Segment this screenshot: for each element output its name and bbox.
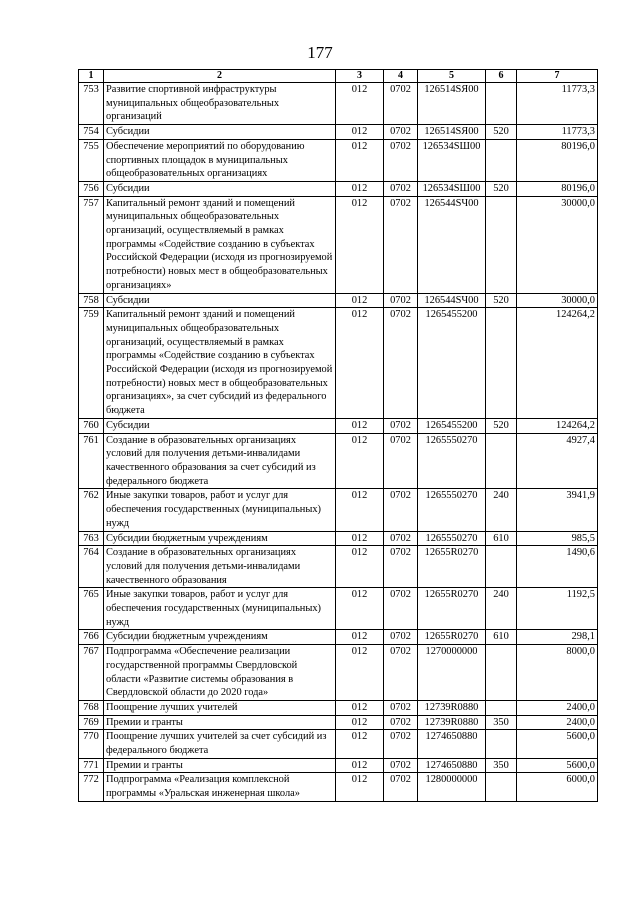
expense-type-code (486, 83, 517, 125)
row-number: 757 (79, 196, 104, 293)
row-number: 772 (79, 773, 104, 801)
table-row (79, 588, 598, 630)
expense-type-code: 520 (486, 418, 517, 433)
ministry-code: 012 (336, 531, 384, 546)
ministry-code: 012 (336, 489, 384, 531)
expense-type-code (486, 196, 517, 293)
table-row (79, 715, 598, 730)
expense-type-code (486, 546, 517, 588)
row-amount: 985,5 (517, 531, 598, 546)
row-amount: 4927,4 (517, 433, 598, 489)
section-code: 0702 (384, 83, 418, 125)
section-code: 0702 (384, 700, 418, 715)
ministry-code: 012 (336, 308, 384, 419)
row-amount: 30000,0 (517, 196, 598, 293)
expense-type-code: 610 (486, 531, 517, 546)
section-code: 0702 (384, 531, 418, 546)
section-code: 0702 (384, 489, 418, 531)
expense-type-code: 240 (486, 588, 517, 630)
row-amount: 3941,9 (517, 489, 598, 531)
row-description: Капитальный ремонт зданий и помещений муниципальных общеобразовательных организаций, осуществляемый в рамках программы «Содействие созданию в субъектах Российской Федерации (исходя из прогнозируемой потребности) новых мест в общеобразовательных организациях», за счет субсидий из федерального бюджета (104, 308, 336, 419)
table-row (79, 293, 598, 308)
section-code: 0702 (384, 773, 418, 801)
column-header: 4 (384, 70, 418, 83)
row-amount: 2400,0 (517, 700, 598, 715)
row-description: Обеспечение мероприятий по оборудованию спортивных площадок в муниципальных общеобразовательных организациях (104, 139, 336, 181)
ministry-code: 012 (336, 715, 384, 730)
table-row (79, 645, 598, 701)
target-article-code: 1274650880 (418, 730, 486, 758)
target-article-code: 1265455200 (418, 418, 486, 433)
expense-type-code: 520 (486, 125, 517, 140)
row-amount: 80196,0 (517, 181, 598, 196)
target-article-code: 12739R0880 (418, 700, 486, 715)
row-amount: 124264,2 (517, 308, 598, 419)
row-description: Иные закупки товаров, работ и услуг для обеспечения государственных (муниципальных) нужд (104, 489, 336, 531)
target-article-code: 126544SЧ00 (418, 293, 486, 308)
row-number: 770 (79, 730, 104, 758)
ministry-code: 012 (336, 433, 384, 489)
ministry-code: 012 (336, 700, 384, 715)
section-code: 0702 (384, 139, 418, 181)
expense-type-code: 350 (486, 715, 517, 730)
row-description: Поощрение лучших учителей за счет субсидий из федерального бюджета (104, 730, 336, 758)
table-row (79, 489, 598, 531)
section-code: 0702 (384, 293, 418, 308)
row-number: 759 (79, 308, 104, 419)
target-article-code: 1270000000 (418, 645, 486, 701)
expense-type-code: 350 (486, 758, 517, 773)
ministry-code: 012 (336, 758, 384, 773)
row-number: 771 (79, 758, 104, 773)
row-amount: 8000,0 (517, 645, 598, 701)
row-number: 760 (79, 418, 104, 433)
row-amount: 30000,0 (517, 293, 598, 308)
ministry-code: 012 (336, 773, 384, 801)
ministry-code: 012 (336, 630, 384, 645)
row-amount: 80196,0 (517, 139, 598, 181)
row-number: 769 (79, 715, 104, 730)
section-code: 0702 (384, 196, 418, 293)
row-amount: 124264,2 (517, 418, 598, 433)
row-number: 764 (79, 546, 104, 588)
table-row (79, 308, 598, 419)
column-header: 3 (336, 70, 384, 83)
column-header: 2 (104, 70, 336, 83)
table-row (79, 181, 598, 196)
row-amount: 11773,3 (517, 83, 598, 125)
target-article-code: 12739R0880 (418, 715, 486, 730)
section-code: 0702 (384, 758, 418, 773)
row-amount: 5600,0 (517, 730, 598, 758)
table-row (79, 700, 598, 715)
expense-type-code (486, 433, 517, 489)
row-number: 768 (79, 700, 104, 715)
row-amount: 298,1 (517, 630, 598, 645)
row-amount: 5600,0 (517, 758, 598, 773)
ministry-code: 012 (336, 418, 384, 433)
row-description: Субсидии (104, 181, 336, 196)
ministry-code: 012 (336, 139, 384, 181)
row-description: Создание в образовательных организациях условий для получения детьми-инвалидами качественного образования за счет субсидий из федерального бюджета (104, 433, 336, 489)
target-article-code: 1265550270 (418, 531, 486, 546)
section-code: 0702 (384, 630, 418, 645)
row-number: 753 (79, 83, 104, 125)
row-number: 765 (79, 588, 104, 630)
row-description: Подпрограмма «Реализация комплексной программы «Уральская инженерная школа» (104, 773, 336, 801)
section-code: 0702 (384, 433, 418, 489)
table-row (79, 139, 598, 181)
expense-type-code: 240 (486, 489, 517, 531)
row-number: 758 (79, 293, 104, 308)
row-description: Иные закупки товаров, работ и услуг для обеспечения государственных (муниципальных) нужд (104, 588, 336, 630)
expense-type-code (486, 139, 517, 181)
expense-type-code: 520 (486, 181, 517, 196)
section-code: 0702 (384, 181, 418, 196)
row-description: Субсидии (104, 293, 336, 308)
table-row (79, 125, 598, 140)
table-row (79, 773, 598, 801)
row-description: Премии и гранты (104, 758, 336, 773)
target-article-code: 126514SЯ00 (418, 83, 486, 125)
ministry-code: 012 (336, 588, 384, 630)
target-article-code: 1280000000 (418, 773, 486, 801)
row-description: Подпрограмма «Обеспечение реализации государственной программы Свердловской области «Развитие системы образования в Свердловской области до 2020 года» (104, 645, 336, 701)
table-row (79, 418, 598, 433)
ministry-code: 012 (336, 181, 384, 196)
target-article-code: 126534SШ00 (418, 181, 486, 196)
target-article-code: 1265550270 (418, 433, 486, 489)
section-code: 0702 (384, 546, 418, 588)
row-number: 761 (79, 433, 104, 489)
column-number-row (79, 70, 598, 83)
row-description: Субсидии (104, 125, 336, 140)
section-code: 0702 (384, 418, 418, 433)
row-description: Капитальный ремонт зданий и помещений муниципальных общеобразовательных организаций, осуществляемый в рамках программы «Содействие созданию в субъектах Российской Федерации (исходя из прогнозируемой потребности) новых мест в общеобразовательных организациях» (104, 196, 336, 293)
table-row (79, 433, 598, 489)
row-number: 763 (79, 531, 104, 546)
row-number: 767 (79, 645, 104, 701)
section-code: 0702 (384, 730, 418, 758)
page-number: 177 (307, 43, 333, 62)
table-row (79, 758, 598, 773)
target-article-code: 1265550270 (418, 489, 486, 531)
section-code: 0702 (384, 125, 418, 140)
row-number: 755 (79, 139, 104, 181)
target-article-code: 1274650880 (418, 758, 486, 773)
column-header: 5 (418, 70, 486, 83)
row-amount: 6000,0 (517, 773, 598, 801)
table-body (79, 83, 598, 802)
section-code: 0702 (384, 645, 418, 701)
target-article-code: 12655R0270 (418, 546, 486, 588)
budget-table (78, 69, 598, 802)
target-article-code: 126514SЯ00 (418, 125, 486, 140)
target-article-code: 126544SЧ00 (418, 196, 486, 293)
row-number: 762 (79, 489, 104, 531)
column-header: 1 (79, 70, 104, 83)
target-article-code: 126534SШ00 (418, 139, 486, 181)
table-row (79, 546, 598, 588)
table-row (79, 730, 598, 758)
row-number: 766 (79, 630, 104, 645)
row-amount: 2400,0 (517, 715, 598, 730)
column-header: 7 (517, 70, 598, 83)
row-description: Поощрение лучших учителей (104, 700, 336, 715)
ministry-code: 012 (336, 645, 384, 701)
row-description: Создание в образовательных организациях условий для получения детьми-инвалидами качественного образования (104, 546, 336, 588)
section-code: 0702 (384, 308, 418, 419)
ministry-code: 012 (336, 196, 384, 293)
expense-type-code (486, 730, 517, 758)
expense-type-code (486, 700, 517, 715)
row-amount: 1490,6 (517, 546, 598, 588)
expense-type-code: 520 (486, 293, 517, 308)
target-article-code: 1265455200 (418, 308, 486, 419)
row-number: 754 (79, 125, 104, 140)
target-article-code: 12655R0270 (418, 588, 486, 630)
table-row (79, 83, 598, 125)
target-article-code: 12655R0270 (418, 630, 486, 645)
section-code: 0702 (384, 715, 418, 730)
expense-type-code (486, 645, 517, 701)
ministry-code: 012 (336, 83, 384, 125)
ministry-code: 012 (336, 546, 384, 588)
row-description: Развитие спортивной инфраструктуры муниципальных общеобразовательных организаций (104, 83, 336, 125)
ministry-code: 012 (336, 730, 384, 758)
expense-type-code (486, 308, 517, 419)
row-description: Премии и гранты (104, 715, 336, 730)
column-header: 6 (486, 70, 517, 83)
section-code: 0702 (384, 588, 418, 630)
ministry-code: 012 (336, 293, 384, 308)
table-row (79, 531, 598, 546)
row-description: Субсидии бюджетным учреждениям (104, 630, 336, 645)
row-amount: 11773,3 (517, 125, 598, 140)
table-row (79, 196, 598, 293)
expense-type-code: 610 (486, 630, 517, 645)
row-description: Субсидии (104, 418, 336, 433)
row-number: 756 (79, 181, 104, 196)
row-amount: 1192,5 (517, 588, 598, 630)
row-description: Субсидии бюджетным учреждениям (104, 531, 336, 546)
ministry-code: 012 (336, 125, 384, 140)
table-row (79, 630, 598, 645)
expense-type-code (486, 773, 517, 801)
